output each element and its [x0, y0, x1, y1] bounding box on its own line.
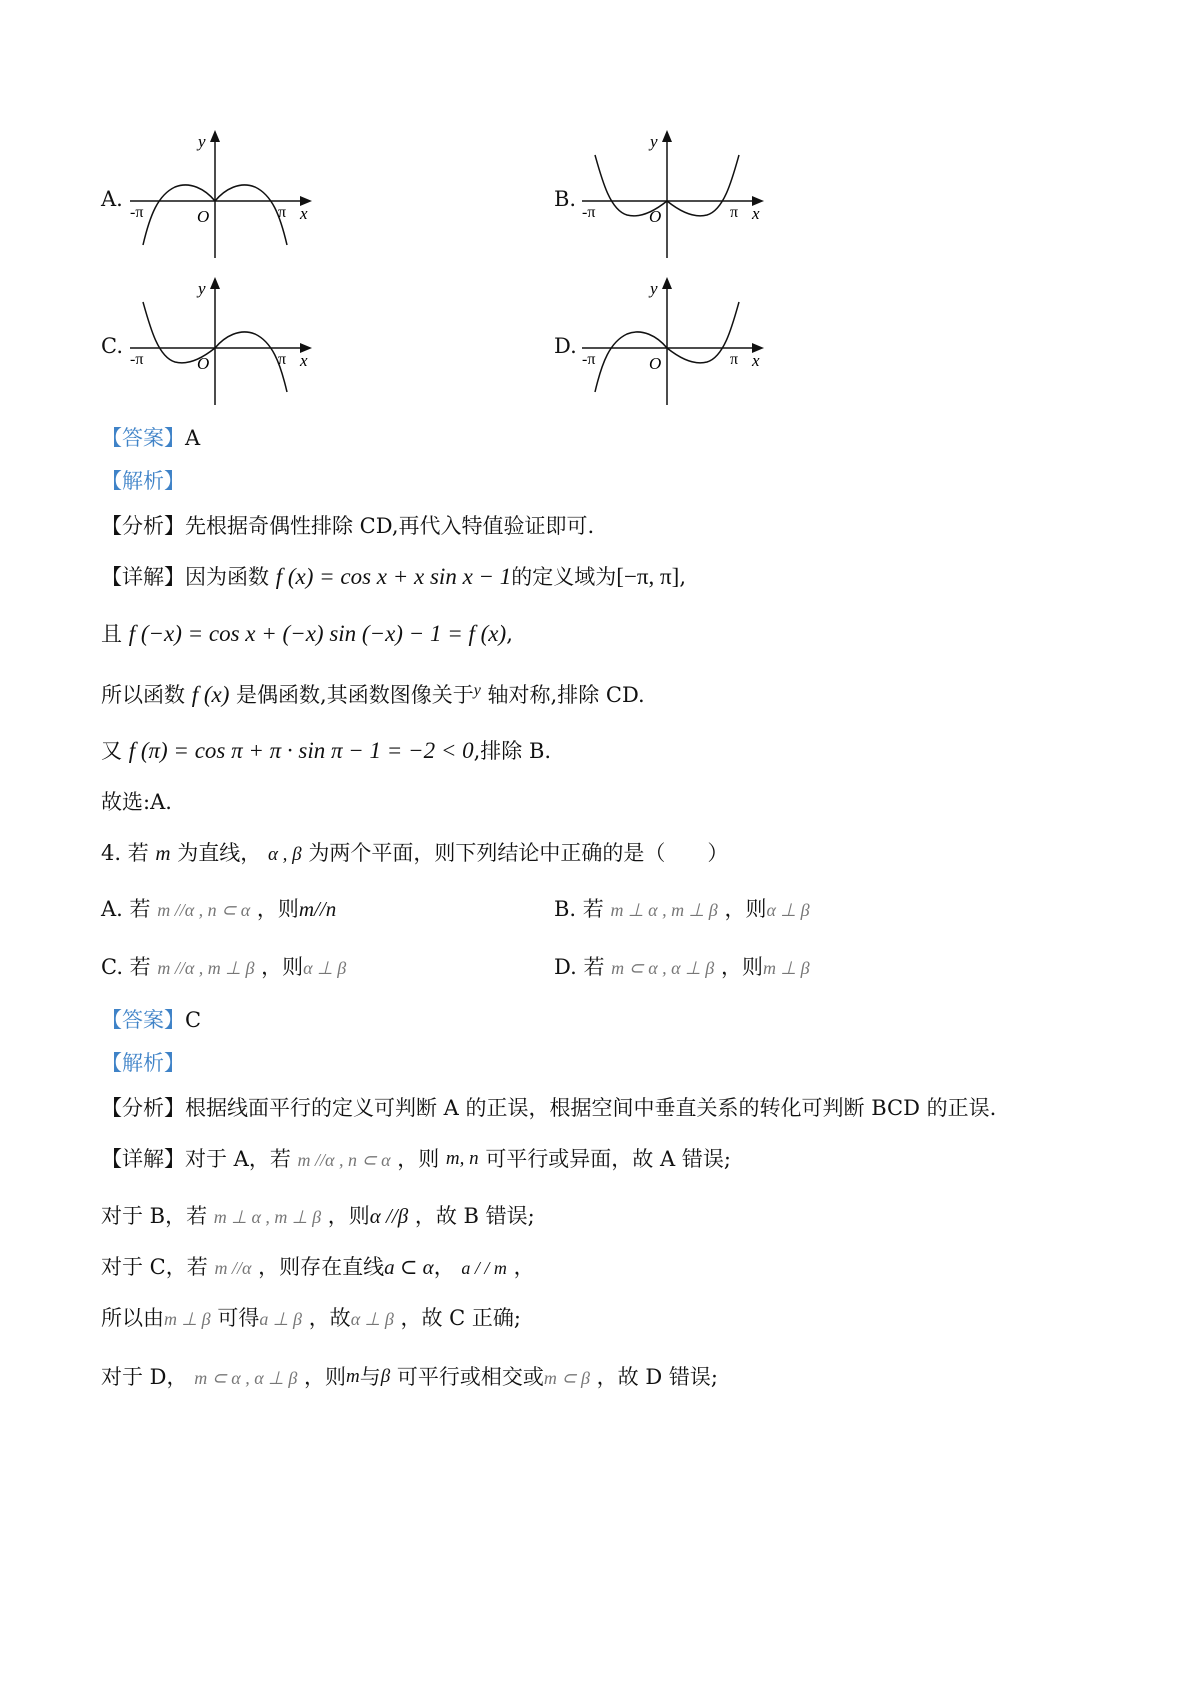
- q4-xb-res: α //β: [369, 1204, 409, 1228]
- graph-b: [572, 125, 772, 260]
- q4-option-c: [101, 957, 346, 978]
- q4-option-c-cond: m //α , m ⊥ β: [157, 958, 255, 978]
- q4-xc2-end: ，故 C 正确;: [400, 1306, 521, 1330]
- q3-line3-end: 轴对称,排除 CD.: [487, 683, 645, 707]
- graph-b-x-label: x: [752, 204, 760, 223]
- graph-c-y-label: y: [198, 279, 206, 298]
- q4-xd-cond: m ⊂ α , α ⊥ β: [194, 1368, 298, 1388]
- q4-xc2-res: a ⊥ β: [259, 1309, 302, 1329]
- q3-answer: A: [185, 426, 201, 450]
- graph-d-x-label: x: [752, 351, 760, 370]
- q4-stem-pre: 4. 若: [101, 841, 149, 865]
- q4-xc2-mid2: ，故: [308, 1306, 351, 1330]
- q3-even-proof: f (−x) = cos x + (−x) sin (−x) − 1 = f (x): [128, 621, 507, 646]
- q4-stem-m: m: [155, 841, 171, 865]
- graph-c-origin: O: [197, 354, 210, 373]
- q4-option-d-cond: m ⊂ α , α ⊥ β: [611, 958, 715, 978]
- q4-stem-planes: α , β: [267, 844, 302, 865]
- q4-xb-end: ，故 B 错误;: [414, 1204, 535, 1228]
- q4-option-a-label: A. 若: [101, 897, 151, 921]
- q4-xd-with: 与: [359, 1365, 381, 1389]
- q4-xc-cond: m //α: [214, 1258, 252, 1278]
- q4-xc-a: a ⊂ α: [384, 1255, 434, 1279]
- q4-option-c-label: C. 若: [101, 955, 151, 979]
- q3-function-def: f (x) = cos x + x sin x − 1: [275, 564, 512, 589]
- q4-detail-b: [101, 1206, 535, 1227]
- q4-answer: C: [185, 1008, 202, 1032]
- q4-xa-end: 可平行或异面，故 A 错误;: [485, 1147, 731, 1171]
- graph-b-pos-pi: π: [730, 204, 739, 221]
- q4-answer-line: [101, 1010, 201, 1031]
- q4-detail-c2: [101, 1308, 521, 1329]
- q4-xc2-res2: α ⊥ β: [350, 1309, 394, 1329]
- q3-line1-mid: 的定义域为: [511, 565, 617, 589]
- q3-y-var: y: [473, 682, 481, 699]
- graph-a-origin: O: [197, 207, 210, 226]
- q3-conclusion: 故选:A.: [101, 790, 172, 814]
- q4-xd-end: ，故 D 错误;: [596, 1365, 718, 1389]
- q4-xc2-cond: m ⊥ β: [164, 1309, 211, 1329]
- q4-option-b-cond: m ⊥ α , m ⊥ β: [610, 900, 718, 920]
- q4-xb-pre: 对于 B，若: [101, 1204, 208, 1228]
- q4-xd-beta: β: [380, 1366, 391, 1387]
- q4-stem-end: 为两个平面，则下列结论中正确的是（ ）: [308, 841, 729, 865]
- option-c-label: C.: [101, 334, 123, 358]
- q3-fx: f (x): [191, 682, 230, 707]
- q4-xc-pre: 对于 C，若: [101, 1255, 208, 1279]
- q3-line2-pre: 且: [101, 622, 122, 646]
- q4-xiangjie-tag: 【详解】: [101, 1147, 185, 1171]
- q4-xc-mid: ，则存在直线: [258, 1255, 385, 1279]
- q3-detail-line2: [101, 622, 513, 645]
- q4-option-b-then: ，则: [724, 897, 767, 921]
- q3-detail-line1: [101, 565, 686, 588]
- q4-xa-mn: m, n: [445, 1148, 479, 1169]
- option-a-label: A.: [101, 187, 123, 211]
- q3-fenxi-line: [101, 516, 594, 537]
- option-d-label: D.: [554, 334, 577, 358]
- q4-analysis-tag: 【解析】: [101, 1051, 185, 1075]
- q4-xc-am: a / / m: [461, 1258, 507, 1278]
- graph-c-pos-pi: π: [278, 351, 287, 368]
- graph-d-y-label: y: [650, 279, 658, 298]
- q3-analysis-tag: 【解析】: [101, 469, 185, 493]
- q4-fenxi-line: [101, 1098, 996, 1119]
- q4-option-c-then: ，则: [261, 955, 304, 979]
- q4-option-b-res: α ⊥ β: [766, 900, 810, 920]
- q3-fenxi-tag: 【分析】: [101, 514, 185, 538]
- q3-line3-mid: 是偶函数,其函数图像关于: [236, 683, 474, 707]
- q4-option-b: [554, 899, 810, 920]
- graph-c-x-label: x: [300, 351, 308, 370]
- q3-f-pi: f (π) = cos π + π · sin π − 1 = −2 < 0: [128, 738, 474, 763]
- q4-option-b-label: B. 若: [554, 897, 604, 921]
- q3-fenxi-text: 先根据奇偶性排除 CD,再代入特值验证即可.: [185, 514, 595, 538]
- option-b-label: B.: [554, 187, 577, 211]
- graph-a-pos-pi: π: [278, 204, 287, 221]
- q4-xc2-pre: 所以由: [101, 1306, 164, 1330]
- q4-detail-d: [101, 1367, 718, 1388]
- q4-option-a-res: m//n: [298, 897, 337, 921]
- graph-d-neg-pi: -π: [582, 351, 596, 368]
- q3-detail-line3: [101, 683, 645, 706]
- q4-xa-mid: ，则: [397, 1147, 440, 1171]
- q4-option-d-label: D. 若: [554, 955, 605, 979]
- q4-option-a-cond: m //α , n ⊂ α: [157, 900, 251, 920]
- graph-a: [120, 125, 320, 260]
- q4-detail-c: [101, 1257, 535, 1278]
- q4-option-d-then: ，则: [720, 955, 763, 979]
- q3-line4-pre: 又: [101, 739, 122, 763]
- q4-fenxi-tag: 【分析】: [101, 1096, 185, 1120]
- q3-line1-pre: 因为函数: [185, 565, 269, 589]
- q4-xd-m: m: [346, 1366, 360, 1387]
- q4-detail-a: [101, 1149, 731, 1170]
- graph-b-neg-pi: -π: [582, 204, 596, 221]
- q3-domain: [−π, π]: [616, 564, 680, 589]
- q4-xd-pre: 对于 D，: [101, 1365, 188, 1389]
- graph-b-y-label: y: [650, 132, 658, 151]
- q3-line4-end: ,排除 B.: [473, 739, 552, 763]
- q4-xa-pre: 对于 A，若: [185, 1147, 291, 1171]
- graph-d-origin: O: [649, 354, 662, 373]
- q4-option-c-res: α ⊥ β: [303, 958, 347, 978]
- graph-d: [572, 272, 772, 407]
- q4-fenxi-text: 根据线面平行的定义可判断 A 的正误，根据空间中垂直关系的转化可判断 BCD 的正误.: [185, 1096, 997, 1120]
- graph-d-pos-pi: π: [730, 351, 739, 368]
- q4-option-a: [101, 899, 336, 920]
- q4-xc-comma: ，: [433, 1255, 455, 1279]
- q4-option-a-then: ，则: [256, 897, 299, 921]
- q3-line1-end: ,: [679, 565, 686, 589]
- q4-stem-mid: 为直线，: [177, 841, 262, 865]
- q4-option-d-res: m ⊥ β: [762, 958, 810, 978]
- graph-a-neg-pi: -π: [130, 204, 144, 221]
- q3-answer-tag: 【答案】: [101, 426, 185, 450]
- graph-b-origin: O: [649, 207, 662, 226]
- graph-a-y-label: y: [198, 132, 206, 151]
- q4-xc2-mid: 可得: [217, 1306, 260, 1330]
- graph-c-neg-pi: -π: [130, 351, 144, 368]
- q3-answer-line: [101, 428, 200, 449]
- q4-xd-mid2: 可平行或相交或: [396, 1365, 544, 1389]
- q4-answer-tag: 【答案】: [101, 1008, 185, 1032]
- q3-line2-end: ,: [506, 622, 513, 646]
- graph-a-x-label: x: [300, 204, 308, 223]
- graph-c: [120, 272, 320, 407]
- q4-stem: [101, 843, 728, 864]
- q4-option-d: [554, 957, 810, 978]
- q3-xiangjie-tag: 【详解】: [101, 565, 185, 589]
- q4-xd-mid: ，则: [304, 1365, 347, 1389]
- q4-xd-res: m ⊂ β: [543, 1368, 590, 1388]
- q3-detail-line4: [101, 739, 551, 762]
- q4-xc-end: ，: [513, 1255, 535, 1279]
- q4-xa-cond: m //α , n ⊂ α: [297, 1150, 391, 1170]
- q4-xb-mid: ，则: [327, 1204, 370, 1228]
- q3-line3-pre: 所以函数: [101, 683, 185, 707]
- q4-xb-cond: m ⊥ α , m ⊥ β: [213, 1207, 322, 1227]
